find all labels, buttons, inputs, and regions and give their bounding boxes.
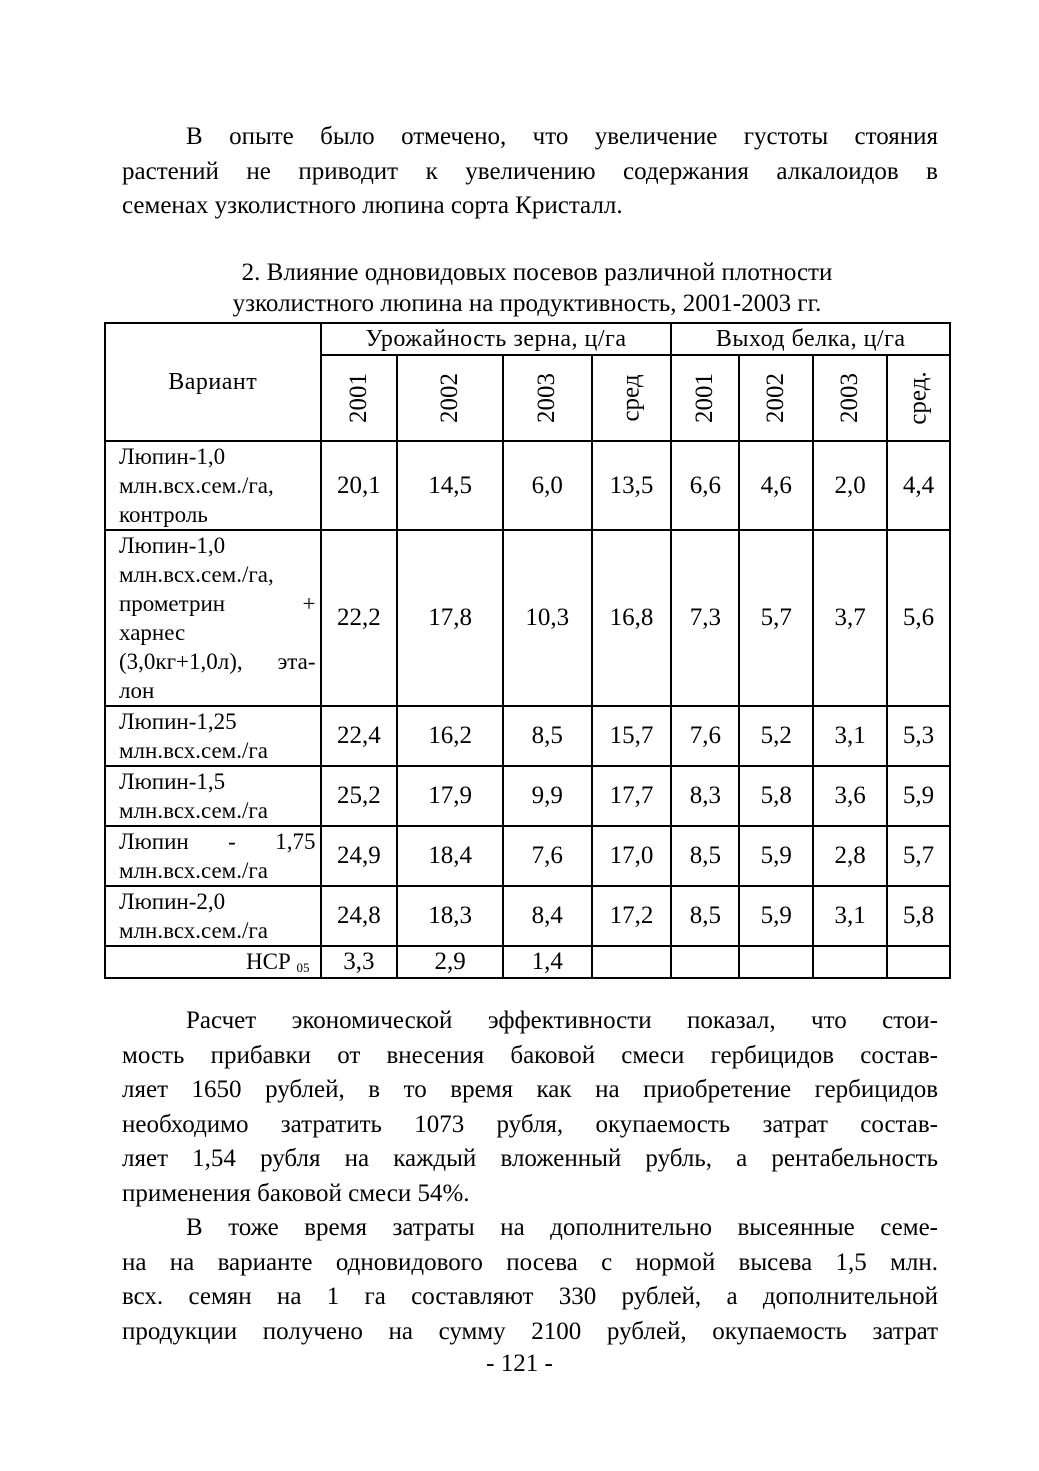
value-cell: 1,4 bbox=[503, 946, 592, 978]
value-cell: 22,4 bbox=[321, 706, 398, 766]
value-cell bbox=[887, 946, 950, 978]
year-header: 2003 bbox=[503, 355, 592, 441]
table-row bbox=[105, 826, 950, 886]
value-cell bbox=[813, 946, 887, 978]
value-cell: 5,8 bbox=[739, 766, 813, 826]
text-line: ляет 1,54 рубля на каждый вложенный рубль, а рентабельность bbox=[122, 1145, 938, 1172]
page-number: - 121 - bbox=[486, 1350, 553, 1377]
value-cell: 2,8 bbox=[813, 826, 887, 886]
value-cell: 5,3 bbox=[887, 706, 950, 766]
year-header: сред. bbox=[887, 355, 950, 441]
value-cell: 8,5 bbox=[671, 886, 739, 946]
value-cell: 9,9 bbox=[503, 766, 592, 826]
text-line: ляет 1650 рублей, в то время как на приобретение гербицидов bbox=[122, 1076, 938, 1103]
value-cell: 17,9 bbox=[397, 766, 503, 826]
text-line: растений не приводит к увеличению содержания алкалоидов в bbox=[122, 157, 938, 185]
text-line: на на варианте одновидового посева с нормой высева 1,5 млн. bbox=[122, 1248, 938, 1276]
value-cell: 4,4 bbox=[887, 441, 950, 530]
value-cell bbox=[739, 946, 813, 978]
group-header-protein: Выход белка, ц/га bbox=[671, 323, 950, 355]
value-cell: 17,0 bbox=[592, 826, 672, 886]
paragraph-2 bbox=[122, 1004, 938, 1211]
value-cell: 6,0 bbox=[503, 441, 592, 530]
value-cell: 10,3 bbox=[503, 530, 592, 706]
value-cell: 3,6 bbox=[813, 766, 887, 826]
value-cell: 16,2 bbox=[397, 706, 503, 766]
text-line: необходимо затратить 1073 рубля, окупаемость затрат состав- bbox=[122, 1110, 938, 1138]
year-header: 2001 bbox=[671, 355, 739, 441]
paragraph-1 bbox=[122, 120, 938, 224]
value-cell: 5,9 bbox=[739, 826, 813, 886]
value-cell: 5,7 bbox=[887, 826, 950, 886]
table-row bbox=[105, 530, 950, 706]
value-cell: 5,9 bbox=[739, 886, 813, 946]
text-line: В опыте было отмечено, что увеличение густоты стояния bbox=[186, 123, 938, 150]
table-caption bbox=[104, 257, 950, 319]
value-cell: 17,8 bbox=[397, 530, 503, 706]
group-header-yield: Урожайность зерна, ц/га bbox=[321, 323, 672, 355]
value-cell: 8,5 bbox=[671, 826, 739, 886]
variant-cell: Люпин-1,25 млн.всх.сем./га bbox=[105, 706, 321, 766]
value-cell: 8,3 bbox=[671, 766, 739, 826]
value-cell: 18,3 bbox=[397, 886, 503, 946]
variant-cell: Люпин-1,0 млн.всх.сем./га, контроль bbox=[105, 441, 321, 530]
value-cell: 3,3 bbox=[321, 946, 398, 978]
value-cell bbox=[592, 946, 672, 978]
value-cell: 22,2 bbox=[321, 530, 398, 706]
caption-line-2: узколистного люпина на продуктивность, 2001-2003 гг. bbox=[232, 290, 822, 317]
value-cell: 8,5 bbox=[503, 706, 592, 766]
value-cell: 2,0 bbox=[813, 441, 887, 530]
text-line: применения баковой смеси 54%. bbox=[122, 1179, 470, 1207]
data-table bbox=[104, 322, 951, 979]
variant-cell: Люпин-1,0 млн.всх.сем./га, прометрин + харнес (3,0кг+1,0л), эта- лон bbox=[105, 530, 321, 706]
value-cell: 25,2 bbox=[321, 766, 398, 826]
value-cell: 5,9 bbox=[887, 766, 950, 826]
year-header: 2002 bbox=[397, 355, 503, 441]
value-cell: 3,7 bbox=[813, 530, 887, 706]
value-cell: 5,8 bbox=[887, 886, 950, 946]
value-cell: 7,3 bbox=[671, 530, 739, 706]
hcr-label: НСР $_{05}$ bbox=[105, 946, 321, 978]
text-line: Расчет экономической эффективности показал, что стои- bbox=[186, 1007, 938, 1034]
variant-cell: Люпин-1,5 млн.всх.сем./га bbox=[105, 766, 321, 826]
value-cell: 7,6 bbox=[671, 706, 739, 766]
value-cell: 17,7 bbox=[592, 766, 672, 826]
value-cell: 8,4 bbox=[503, 886, 592, 946]
table-row bbox=[105, 706, 950, 766]
text-line: В тоже время затраты на дополнительно высеянные семе- bbox=[186, 1214, 938, 1241]
value-cell: 5,2 bbox=[739, 706, 813, 766]
year-header: сред bbox=[592, 355, 672, 441]
value-cell: 16,8 bbox=[592, 530, 672, 706]
value-cell: 20,1 bbox=[321, 441, 398, 530]
table-row bbox=[105, 886, 950, 946]
value-cell: 24,8 bbox=[321, 886, 398, 946]
value-cell: 4,6 bbox=[739, 441, 813, 530]
caption-line-1: 2. Влияние одновидовых посевов различной плотности bbox=[241, 259, 833, 286]
value-cell: 18,4 bbox=[397, 826, 503, 886]
paragraph-3 bbox=[122, 1211, 938, 1349]
table-row bbox=[105, 766, 950, 826]
year-header: 2002 bbox=[739, 355, 813, 441]
table-row bbox=[105, 441, 950, 530]
text-line: семенах узколистного люпина сорта Кристалл. bbox=[122, 192, 623, 219]
value-cell bbox=[671, 946, 739, 978]
value-cell: 17,2 bbox=[592, 886, 672, 946]
variant-cell: Люпин - 1,75 млн.всх.сем./га bbox=[105, 826, 321, 886]
variant-cell: Люпин-2,0 млн.всх.сем./га bbox=[105, 886, 321, 946]
year-header: 2001 bbox=[321, 355, 398, 441]
value-cell: 5,7 bbox=[739, 530, 813, 706]
value-cell: 5,6 bbox=[887, 530, 950, 706]
value-cell: 6,6 bbox=[671, 441, 739, 530]
text-line: всх. семян на 1 га составляют 330 рублей, а дополнительной bbox=[122, 1283, 938, 1310]
value-cell: 3,1 bbox=[813, 706, 887, 766]
value-cell: 24,9 bbox=[321, 826, 398, 886]
text-line: продукции получено на сумму 2100 рублей, окупаемость затрат bbox=[122, 1317, 938, 1345]
value-cell: 14,5 bbox=[397, 441, 503, 530]
value-cell: 3,1 bbox=[813, 886, 887, 946]
value-cell: 13,5 bbox=[592, 441, 672, 530]
text-line: мость прибавки от внесения баковой смеси гербицидов состав- bbox=[122, 1041, 938, 1069]
variant-header: Вариант bbox=[105, 323, 321, 441]
hcr-row bbox=[105, 946, 950, 978]
value-cell: 15,7 bbox=[592, 706, 672, 766]
value-cell: 2,9 bbox=[397, 946, 503, 978]
year-header: 2003 bbox=[813, 355, 887, 441]
value-cell: 7,6 bbox=[503, 826, 592, 886]
